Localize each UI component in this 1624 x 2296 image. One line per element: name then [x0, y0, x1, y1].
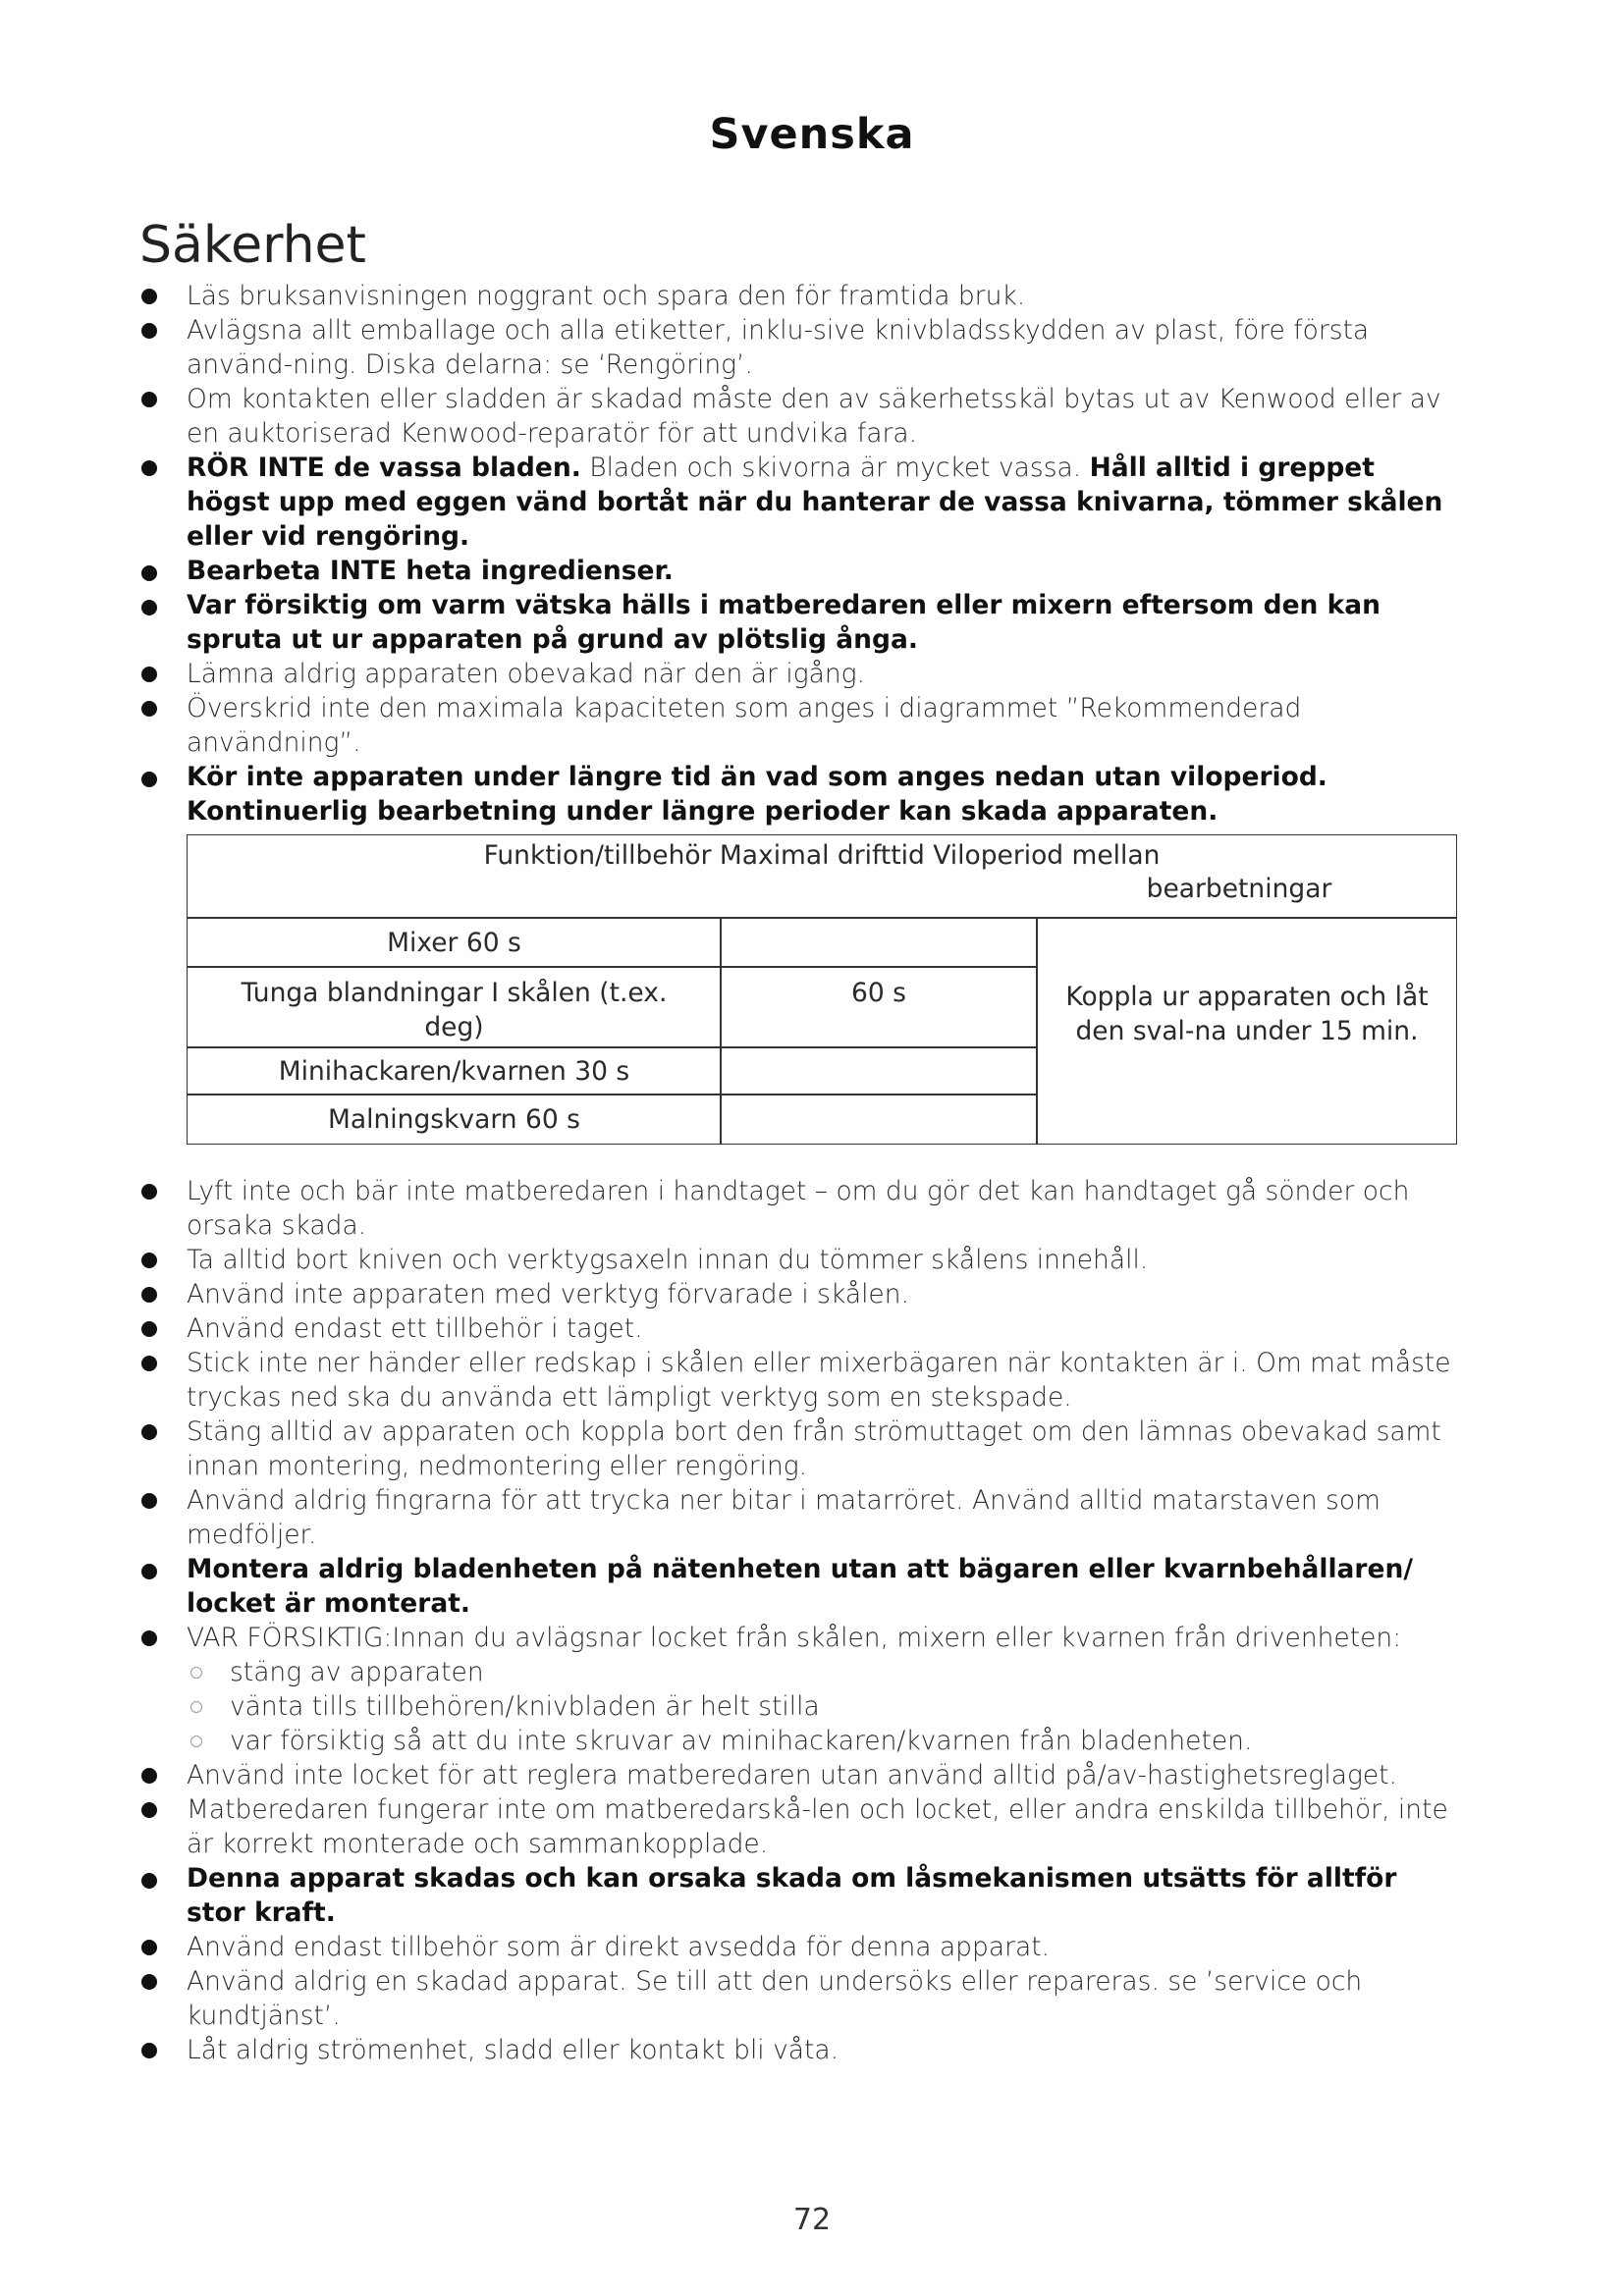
list-item: Var försiktig om varm vätska hälls i matberedaren eller mixern eftersom den kan spruta ut ur apparaten på grund av plötslig ånga.	[187, 588, 1463, 657]
list-item: Använd endast tillbehör som är direkt avsedda för denna apparat.	[187, 1930, 1463, 1964]
table-cell	[720, 1046, 1038, 1095]
list-item: Avlägsna allt emballage och alla etiketter, inklu-sive knivbladsskydden av plast, före första använd-ning. Diska delarna: se ‘Rengöring’.	[187, 313, 1463, 382]
page-number: 72	[792, 2203, 832, 2237]
list-item: Överskrid inte den maximala kapaciteten som anges i diagrammet ”Rekommenderad användning”.	[187, 691, 1463, 760]
list-item: Använd endast ett tillbehör i taget.	[187, 1311, 1463, 1346]
list-item: Montera aldrig bladenheten på nätenheten utan att bägaren eller kvarnbehållaren/ locket är monterat.	[187, 1552, 1463, 1621]
list-item: Om kontakten eller sladden är skadad måste den av säkerhetsskäl bytas ut av Kenwood eller av en auktoriserad Kenwood-reparatör för att undvika fara.	[187, 382, 1463, 451]
safety-list-top	[187, 279, 1463, 828]
list-item-text: Bladen och skivorna är mycket vassa.	[580, 453, 1090, 483]
table-cell-name: Malningskvarn 60 s	[328, 1104, 580, 1135]
table-cell-name: Mixer 60 s	[387, 928, 521, 958]
list-item: Denna apparat skadas och kan orsaka skada om låsmekanismen utsätts för alltför stor kraft.	[187, 1861, 1463, 1930]
list-item-bold: RÖR INTE de vassa bladen.	[187, 453, 581, 483]
sub-list-item: var försiktig så att du inte skruvar av minihackaren/kvarnen från bladenheten.	[230, 1724, 1463, 1758]
table-header-line2: bearbetningar	[1146, 874, 1332, 904]
list-item: Använd inte locket för att reglera matberedaren utan använd alltid på/av-hastighetsreglaget.	[187, 1758, 1463, 1792]
list-item: Använd inte apparaten med verktyg förvarade i skålen.	[187, 1277, 1463, 1311]
list-item: Använd aldrig fingrarna för att trycka ner bitar i matarröret. Använd alltid matarstaven som medföljer.	[187, 1483, 1463, 1552]
list-item: Kör inte apparaten under längre tid än vad som anges nedan utan viloperiod. Kontinuerlig bearbetning under längre perioder kan skada apparaten.	[187, 760, 1463, 828]
list-item-text: VAR FÖRSIKTIG:Innan du avlägsnar locket från skålen, mixern eller kvarnen från drivenheten:	[187, 1623, 1402, 1653]
list-item-bold: Håll alltid i greppet högst upp med eggen vänd bortåt när du hanterar de vassa knivarna, tömmer skålen eller vid rengöring.	[187, 453, 1443, 552]
list-item: Ta alltid bort kniven och verktygsaxeln innan du tömmer skålens innehåll.	[187, 1243, 1463, 1277]
list-item: Lämna aldrig apparaten obevakad när den är igång.	[187, 657, 1463, 691]
table-header-line1: Funktion/tillbehör Maximal drifttid Viloperiod mellan	[483, 840, 1161, 871]
table-cell-name: Tunga blandningar I skålen (t.ex. deg)	[241, 978, 668, 1042]
list-item: Stick inte ner händer eller redskap i skålen eller mixerbägaren när kontakten är i. Om mat måste tryckas ned ska du använda ett lämpligt verktyg som en stekspade.	[187, 1346, 1463, 1415]
list-item	[187, 451, 1463, 554]
table-cell-value: 60 s	[851, 978, 906, 1008]
sub-list-item: stäng av apparaten	[230, 1655, 1463, 1689]
list-item: Låt aldrig strömenhet, sladd eller kontakt bli våta.	[187, 2033, 1463, 2067]
list-item: Lyft inte och bär inte matberedaren i handtaget – om du gör det kan handtaget gå sönder och orsaka skada.	[187, 1174, 1463, 1243]
usage-table	[187, 834, 1457, 1145]
section-title: Säkerhet	[139, 216, 366, 275]
table-cell	[720, 1094, 1038, 1145]
language-heading: Svenska	[709, 110, 915, 159]
sub-list	[187, 1655, 1463, 1758]
list-item	[187, 1621, 1463, 1758]
list-item: Stäng alltid av apparaten och koppla bort den från strömuttaget om den lämnas obevakad samt innan montering, nedmontering eller rengöring.	[187, 1415, 1463, 1483]
list-item: Matberedaren fungerar inte om matberedarskå-len och locket, eller andra enskilda tillbehör, inte är korrekt monterade och sammankopplade.	[187, 1792, 1463, 1861]
list-item: Bearbeta INTE heta ingredienser.	[187, 554, 1463, 588]
table-cell	[720, 917, 1038, 968]
sub-list-item: vänta tills tillbehören/knivbladen är helt stilla	[230, 1689, 1463, 1724]
table-rest-note: Koppla ur apparaten och låt den sval-na under 15 min.	[1065, 982, 1429, 1046]
list-item: Använd aldrig en skadad apparat. Se till att den undersöks eller repareras. se ’service och kundtjänst’.	[187, 1964, 1463, 2033]
table-cell-name: Minihackaren/kvarnen 30 s	[278, 1056, 630, 1087]
safety-list-bottom	[187, 1174, 1463, 2067]
list-item: Läs bruksanvisningen noggrant och spara den för framtida bruk.	[187, 279, 1463, 313]
